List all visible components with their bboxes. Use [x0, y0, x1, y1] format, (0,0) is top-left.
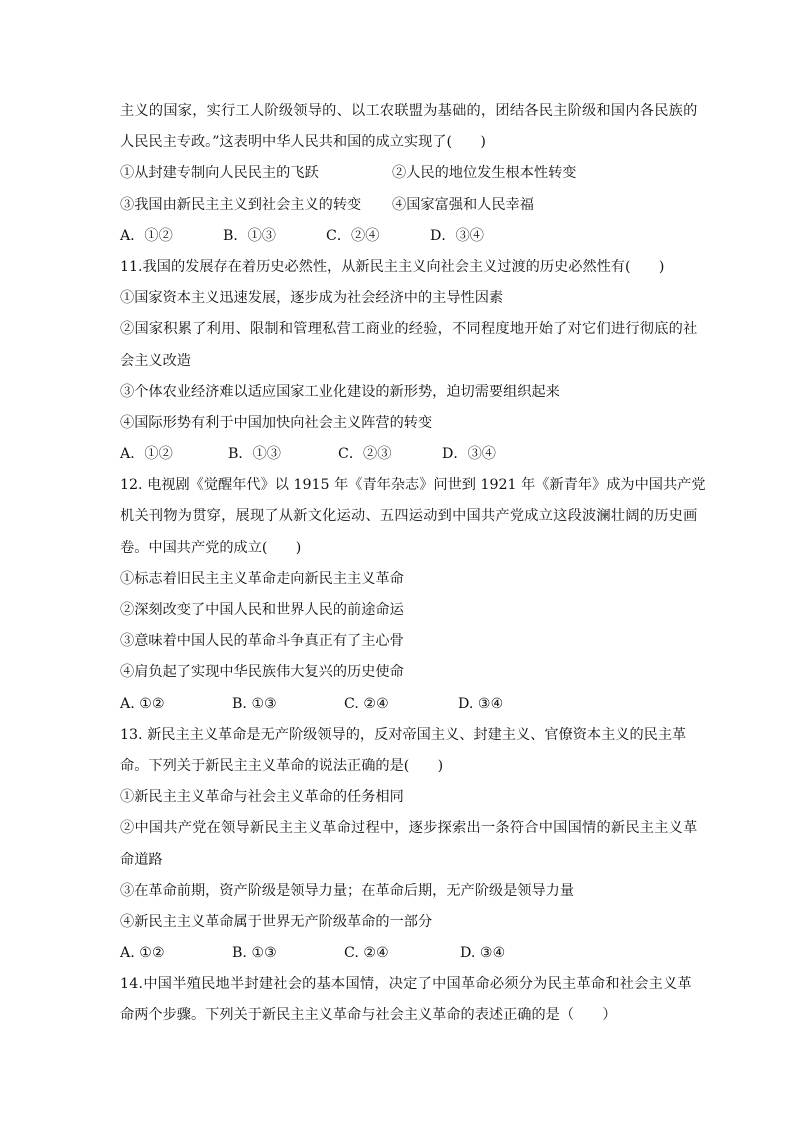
- text-line: ④肩负起了实现中华民族伟大复兴的历史使命: [120, 664, 404, 681]
- answer-b: B. ①③: [232, 695, 277, 712]
- text-line: 会主义改造: [120, 352, 191, 369]
- text-line: ④新民主主义革命属于世界无产阶级革命的一部分: [120, 913, 433, 930]
- question-13: 13. 新民主主义革命是无产阶级领导的，反对帝国主义、封建主义、官僚资本主义的民主革: [120, 726, 687, 743]
- answer-b: B. ①③: [232, 945, 277, 962]
- answer-d: D. ③④: [460, 945, 506, 962]
- text-line: ①标志着旧民主主义革命走向新民主主义革命: [120, 570, 404, 587]
- answer-a: A．①②: [120, 227, 173, 244]
- answer-d: D．③④: [430, 227, 484, 244]
- q10-option-2: ②人民的地位发生根本性转变: [392, 165, 577, 182]
- text-line: ①国家资本主义迅速发展，逐步成为社会经济中的主导性因素: [120, 290, 504, 307]
- q11-answers: [120, 439, 680, 470]
- answer-c: C. ②④: [344, 945, 389, 962]
- question-11: 11.我国的发展存在着历史必然性，从新民主主义向社会主义过渡的历史必然性有( ): [120, 258, 665, 275]
- question-12: 12. 电视剧《觉醒年代》以 1915 年《青年杂志》问世到 1921 年《新青年》成为中国共产党: [120, 477, 706, 494]
- text-line: 命两个步骤。下列关于新民主主义革命与社会主义革命的表述正确的是（ ）: [120, 1007, 617, 1024]
- q10-answers: [120, 221, 680, 252]
- text-line: 卷。中国共产党的成立( ): [120, 539, 302, 556]
- q10-option-4: ④国家富强和人民幸福: [392, 196, 534, 213]
- text-line: ②中国共产党在领导新民主主义革命过程中，逐步探索出一条符合中国国情的新民主主义革: [120, 820, 698, 837]
- answer-b: B．①③: [228, 446, 281, 463]
- text-line: ①新民主主义革命与社会主义革命的任务相同: [120, 789, 404, 806]
- text-line: ③在革命前期，资产阶级是领导力量；在革命后期，无产阶级是领导力量: [120, 882, 575, 899]
- q10-options-row-2: [120, 190, 680, 221]
- answer-b: B．①③: [223, 227, 276, 244]
- text-line: ③个体农业经济难以适应国家工业化建设的新形势，迫切需要组织起来: [120, 383, 560, 400]
- answer-d: D. ③④: [458, 695, 504, 712]
- answer-c: C. ②④: [344, 695, 389, 712]
- answer-c: C．②④: [326, 227, 380, 244]
- text-line: 人民民主专政。”这表明中华人民共和国的成立实现了( ): [120, 134, 486, 151]
- question-14: 14.中国半殖民地半封建社会的基本国情，决定了中国革命必须分为民主革命和社会主义革: [120, 976, 692, 993]
- text-line: ④国际形势有利于中国加快向社会主义阵营的转变: [120, 414, 433, 431]
- document-page: [120, 96, 706, 1032]
- q10-option-3: ③我国由新民主主义到社会主义的转变: [120, 196, 362, 213]
- text-line: ②深刻改变了中国人民和世界人民的前途命运: [120, 602, 404, 618]
- answer-a: A. ①②: [120, 945, 165, 962]
- q10-options-row-1: [120, 158, 680, 189]
- text-line: 命道路: [120, 851, 163, 868]
- text-line: 机关刊物为贯穿，展现了从新文化运动、五四运动到中国共产党成立这段波澜壮阔的历史画: [120, 508, 698, 525]
- answer-a: A．①②: [120, 446, 173, 463]
- text-line: 命。下列关于新民主主义革命的说法正确的是( ): [120, 757, 444, 774]
- q13-answers: [120, 938, 680, 969]
- q10-option-1: ①从封建专制向人民民主的飞跃: [120, 165, 319, 182]
- text-line: ③意味着中国人民的革命斗争真正有了主心骨: [120, 633, 404, 650]
- answer-c: C．②③: [338, 446, 392, 463]
- q12-answers: [120, 689, 680, 720]
- text-line: 主义的国家，实行工人阶级领导的、以工农联盟为基础的，团结各民主阶级和国内各民族的: [120, 103, 698, 119]
- text-line: ②国家积累了利用、限制和管理私营工商业的经验，不同程度地开始了对它们进行彻底的社: [120, 321, 698, 338]
- answer-d: D．③④: [442, 446, 496, 463]
- answer-a: A. ①②: [120, 695, 165, 712]
